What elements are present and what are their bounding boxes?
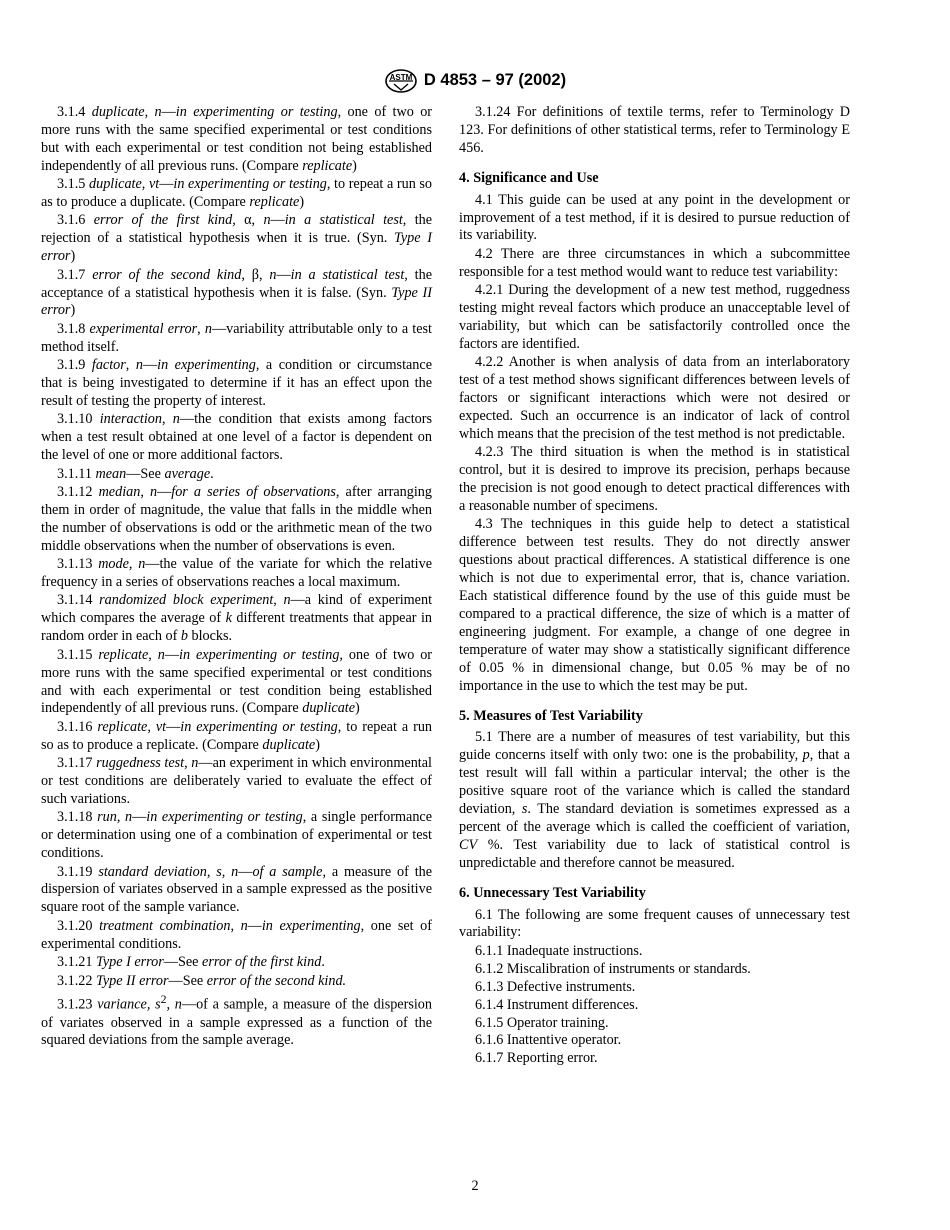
definition-3-1-10: 3.1.10 interaction, n—the condition that exists among factors when a test result obtained at one level of a factor is dependent on the level of one or more additional factors. [41,411,433,464]
definition-3-1-9: 3.1.9 factor, n—in experimenting, a condition or circumstance that is being investigated to determine if it has an effect upon the result of testing the property of interest. [41,357,432,409]
paragraph-4-1: 4.1 This guide can be used at any point in the development or improvement of a test method, if it is desired to pursue reduction of its variability. [459,191,850,244]
page-number: 2 [471,1178,479,1194]
definition-3-1-14: 3.1.14 randomized block experiment, n—a kind of experiment which compares the average of k different treatments that appear in random order in each of b blocks. [41,592,433,645]
section-4-heading: 4. Significance and Use [459,169,599,186]
definition-3-1-18: 3.1.18 run, n—in experimenting or testing, a single performance or determination using one of a combination of experimental or test conditions. [41,809,433,862]
definition-3-1-4: 3.1.4 duplicate, n—in experimenting or testing, one of two or more runs with the same specified experimental or test conditions but with each experimental or test condition not being established independently of all previous runs. (Compare replicate) [41,104,433,174]
definition-3-1-8: 3.1.8 experimental error, n—variability attributable only to a test method itself. [41,320,432,355]
paragraph-5-1: 5.1 There are a number of measures of test variability, but this guide concerns itself with only two: one is the probability, p, that a test result will fall within a particular interval; the other is the positive square root of the variance which is called the standard deviation, s. The standard deviation is sometimes expressed as a percent of the average which is called the coefficient of variation, CV %. Test variability due to lack of statistical control is unpredictable and therefore cannot be measured. [459,729,850,871]
causes-list [459,943,850,1068]
definition-3-1-16: 3.1.16 replicate, vt—in experimenting or testing, to repeat a run so as to produce a replicate. (Compare duplicate) [41,718,433,753]
astm-logo-text: ASTM [389,73,413,82]
paragraph-4-2-1: 4.2.1 During the development of a new test method, ruggedness testing might reveal factors which produce an unacceptable level of variability, but which can be satisfactorily controlled once the factors are identified. [459,282,850,352]
definition-3-1-5: 3.1.5 duplicate, vt—in experimenting or testing, to repeat a run so as to produce a duplicate. (Compare replicate) [41,176,433,211]
section-5-heading: 5. Measures of Test Variability [459,707,643,724]
list-item: 6.1.6 Inattentive operator. [475,1032,622,1049]
definition-3-1-20: 3.1.20 treatment combination, n—in experimenting, one set of experimental conditions. [41,917,433,952]
paragraph-4-2: 4.2 There are three circumstances in which a subcommittee responsible for a test method would want to reduce test variability: [459,245,850,280]
paragraph-3-1-24: 3.1.24 For definitions of textile terms, refer to Terminology D 123. For definitions of other statistical terms, refer to Terminology E 456. [459,104,850,156]
paragraph-6-1: 6.1 The following are some frequent causes of unnecessary test variability: [459,906,850,941]
list-item: 6.1.5 Operator training. [475,1014,609,1031]
list-item: 6.1.3 Defective instruments. [475,978,636,995]
definition-3-1-19: 3.1.19 standard deviation, s, n—of a sample, a measure of the dispersion of variates observed in a sample expressed as the positive square root of the sample variance. [41,863,433,916]
list-item: 6.1.4 Instrument differences. [475,996,639,1013]
astm-logo-icon [384,68,418,94]
definition-3-1-22: 3.1.22 Type II error—See error of the second kind. [57,972,347,989]
paragraph-4-2-3: 4.2.3 The third situation is when the method is in statistical control, but it is desired to improve its precision, perhaps because the precision is not good enough to detect practical differences with a reasonable number of specimens. [459,444,850,515]
list-item: 6.1.2 Miscalibration of instruments or standards. [475,960,751,977]
definition-3-1-12: 3.1.12 median, n—for a series of observations, after arranging them in order of magnitude, the value that falls in the middle when the number of observations is odd or the arithmetic mean of the two middle observations when the number of observations is even. [41,484,432,554]
list-item: 6.1.1 Inadequate instructions. [475,942,643,959]
list-item: 6.1.7 Reporting error. [475,1050,598,1067]
left-column [41,104,432,1051]
page-header [0,66,950,96]
paragraph-4-3: 4.3 The techniques in this guide help to detect a statistical difference between test results. They do not directly answer questions about practical differences. A statistical difference is one which is not due to experimental error, that is, chance variation. Each statistical difference found by the use of this guide must be compared to a practical difference, the size of which is a matter of engineering judgment. For example, a change of one degree in temperature of water may show a statistically significant difference of 0.05 % in dimensional change, but 0.05 % may be of no importance in the use to which the test may be put. [459,516,850,694]
definition-3-1-6: 3.1.6 error of the first kind, α, n—in a statistical test, the rejection of a statistical hypothesis when it is true. (Syn. Type I error) [41,212,433,265]
definition-3-1-15: 3.1.15 replicate, n—in experimenting or testing, one of two or more runs with the same specified experimental or test conditions and with each experimental or test condition being established independently of all previous runs. (Compare duplicate) [41,646,433,717]
paragraph-4-2-2: 4.2.2 Another is when analysis of data from an interlaboratory test of a test method shows significant differences between levels of factors or significant interactions which were not desired or expected. Such an occurrence is an indicator of lack of control which means that the precision of the test method is not predictable. [459,354,850,442]
definition-3-1-7: 3.1.7 error of the second kind, β, n—in a statistical test, the acceptance of a statistical hypothesis when it is false. (Syn. Type II error) [41,266,433,319]
definition-3-1-21: 3.1.21 Type I error—See error of the first kind. [57,954,325,971]
document-designation: D 4853 – 97 (2002) [423,71,567,90]
definition-3-1-13: 3.1.13 mode, n—the value of the variate for which the relative frequency in a series of observations reaches a local maximum. [41,556,433,591]
right-column [459,104,850,1068]
definition-3-1-23: 3.1.23 variance, $s^2$, n—of a sample, a measure of the dispersion of variates observed in a sample expressed as a function of the squared deviations from the sample average. [41,991,432,1049]
definition-3-1-11: 3.1.11 mean—See average. [57,465,214,482]
section-6-heading: 6. Unnecessary Test Variability [459,884,646,901]
definition-3-1-17: 3.1.17 ruggedness test, n—an experiment in which environmental or test conditions are deliberately varied to evaluate the effect of such variations. [41,755,432,807]
